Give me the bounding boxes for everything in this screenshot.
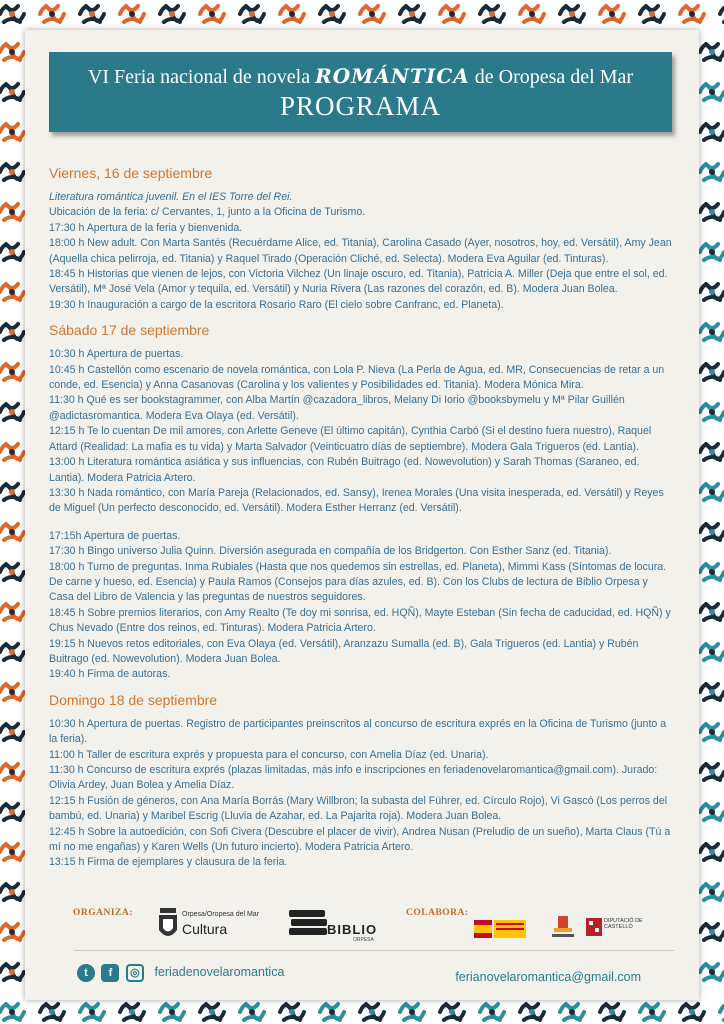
tile-motif <box>40 1004 64 1020</box>
tile-motif <box>240 1004 264 1020</box>
footer <box>49 900 674 984</box>
tile-motif <box>80 6 104 22</box>
tile-motif <box>640 1004 664 1020</box>
list-item: 17:30 h Apertura de la feria y bienvenida. <box>49 221 243 234</box>
day-friday-heading: Viernes, 16 de septiembre <box>49 165 213 181</box>
facebook-icon[interactable]: f <box>101 964 119 982</box>
title-banner <box>49 52 672 132</box>
books-icon <box>287 908 331 938</box>
tile-motif <box>0 84 24 100</box>
tile-motif <box>0 564 24 580</box>
tile-motif <box>700 844 724 860</box>
biblio-text: BIBLIO <box>327 922 378 937</box>
diputacio-logo <box>586 918 646 940</box>
title-highlight: ROMÁNTICA <box>315 64 470 88</box>
tile-motif <box>0 724 24 740</box>
tile-motif <box>520 6 544 22</box>
tile-motif <box>720 6 724 22</box>
list-item: 11:00 h Taller de escritura exprés y propuesta para el concurso, con Amelia Díaz (ed. Unaria). <box>49 748 489 761</box>
list-item: 12:45 h Sobre la autoedición, con Sofi Civera (Descubre el placer de vivir), Andrea Nusan (Preludio de un sueño), Marta Claus (Tú a mí no me engañas) y Karen Wells (Un futuro incierto). Modera Patricia Artero. <box>49 825 671 854</box>
tile-motif <box>0 484 24 500</box>
tile-motif <box>700 884 724 900</box>
biblio-sub-text: ORPESA <box>353 937 374 943</box>
tile-motif <box>700 644 724 660</box>
cultura-text: Cultura <box>182 921 228 937</box>
tile-motif <box>700 604 724 620</box>
tile-motif <box>280 6 304 22</box>
tile-motif <box>240 6 264 22</box>
tile-motif <box>320 6 344 22</box>
social-links <box>77 964 284 982</box>
tile-motif <box>0 404 24 420</box>
tile-motif <box>700 364 724 380</box>
tile-motif <box>440 1004 464 1020</box>
tile-motif <box>0 764 24 780</box>
tile-motif <box>700 284 724 300</box>
tile-motif <box>480 1004 504 1020</box>
twitter-icon[interactable]: t <box>77 964 95 982</box>
tile-motif <box>700 164 724 180</box>
tile-motif <box>120 6 144 22</box>
list-item: 13:30 h Nada romántico, con María Pareja (Relacionados, ed. Sansy), Irenea Morales (Una visita inesperada, ed. Versátil) y Reyes de Miguel (Un perfecto desconocido, ed. Versátil). Modera Esther Herranz (ed. Versátil). <box>49 486 664 515</box>
tile-motif <box>0 44 24 60</box>
tile-motif <box>0 244 24 260</box>
list-item: Ubicación de la feria: c/ Cervantes, 1, junto a la Oficina de Turismo. <box>49 206 366 219</box>
tile-motif <box>700 764 724 780</box>
contact-email[interactable]: ferianovelaromantica@gmail.com <box>455 970 641 984</box>
tile-motif <box>700 804 724 820</box>
title-post: de Oropesa del Mar <box>474 66 634 88</box>
tile-motif <box>700 324 724 340</box>
tile-motif <box>0 1004 24 1020</box>
tile-motif <box>320 1004 344 1020</box>
organiza-label: ORGANIZA: <box>73 908 133 918</box>
tile-motif <box>700 564 724 580</box>
tile-motif <box>600 1004 624 1020</box>
tile-motif <box>700 444 724 460</box>
tile-motif <box>0 6 24 22</box>
tile-motif <box>360 1004 384 1020</box>
list-item: 17:30 h Bingo universo Julia Quinn. Diversión asegurada en compañía de los Bridgerton. Con Esther Sanz (ed. Titania). <box>49 545 612 558</box>
tile-motif <box>400 6 424 22</box>
list-item: 19:30 h Inauguración a cargo de la escritora Rosario Raro (El cielo sobre Canfranc, ed. Planeta). <box>49 298 504 311</box>
list-item: 18:45 h Sobre premios literarios, con Amy Realto (Te doy mi sonrisa, ed. HQÑ), Mayte Esteban (Sin fecha de caducidad, ed. HQÑ) y Chus Nevado (Entre dos reinos, ed. Tinturas). Modera Patricia Artero. <box>49 606 671 635</box>
list-item: 10:30 h Apertura de puertas. Registro de participantes preinscritos al concurso de escritura exprés en la Oficina de Turismo (junto a la feria). <box>49 717 667 746</box>
tile-motif <box>0 604 24 620</box>
list-item: 19:15 h Nuevos retos editoriales, con Eva Olaya (ed. Versátil), Aranzazu Sumalla (ed. B), Gala Trigueros (ed. Lantia) y Rubén Buitrago (ed. Nowevolution). Modera Juan Bolea. <box>49 637 639 665</box>
banner-title <box>49 64 672 89</box>
tile-motif <box>700 44 724 60</box>
tile-motif <box>680 6 704 22</box>
tile-motif <box>680 1004 704 1020</box>
tile-motif <box>0 284 24 300</box>
tile-motif <box>720 1004 724 1020</box>
program-content <box>49 164 674 871</box>
tile-motif <box>0 684 24 700</box>
tile-motif <box>700 524 724 540</box>
social-handle[interactable]: feriadenovelaromantica <box>154 965 285 979</box>
instagram-icon[interactable]: ◎ <box>126 964 144 982</box>
tile-motif <box>200 6 224 22</box>
banner-subtitle: PROGRAMA <box>279 91 442 121</box>
list-item: 12:15 h Te lo cuentan De mil amores, con Arlette Geneve (El último capitán), Cynthia Carbó (Si el destino fuera nuestro), Raquel Attard (Realidad: La mafia es tu vida) y Marta Salvador (Veinticuatro días de septiembre). Modera Gala Trigueros (ed. Lantia). <box>49 425 652 453</box>
list-item: 13:00 h Literatura romántica asiática y sus influencias, con Rubén Buitrago (ed. Nowevolution) y Sarah Thomas (Saraneo, ed. Lantia). Modera Patricia Artero. <box>49 456 640 484</box>
tile-motif <box>700 124 724 140</box>
tile-motif <box>0 924 24 940</box>
diputacio-mark-icon <box>586 918 602 936</box>
list-item: 18:00 h Turno de preguntas. Inma Rubiales (Hasta que nos quedemos sin estrellas, ed. Planeta), Mimmi Kass (Síntomas de locura. De carne y hueso, ed. Esencia) y Paula Ramos (Consejos para días azules, ed. B). Con los Clubs de lectura de Biblio Orpesa y Casa del Libro de Valencia y las preguntas de nuestros seguidores. <box>49 560 667 604</box>
tile-motif <box>700 244 724 260</box>
tile-motif <box>0 804 24 820</box>
tile-motif <box>700 924 724 940</box>
tile-motif <box>480 6 504 22</box>
tile-motif <box>600 6 624 22</box>
tile-motif <box>80 1004 104 1020</box>
cultura-logo <box>157 908 277 944</box>
list-item: 18:00 h New adult. Con Marta Santés (Recuérdame Alice, ed. Titania), Carolina Casado (Ayer, nosotros, hoy, ed. Versátil), Amy Jean (Aquella chica pelirroja, ed. Titania) y Raquel Tirado (Operación Cliché, ed. Selecta). Modera Eva Aguilar (ed. Tinturas). <box>49 237 672 265</box>
tile-motif <box>520 1004 544 1020</box>
title-pre: VI Feria nacional de novela <box>87 66 311 88</box>
tile-motif <box>0 884 24 900</box>
list-item: Literatura romántica juvenil. En el IES Torre del Rei. <box>49 191 293 203</box>
tile-motif <box>700 84 724 100</box>
tile-motif <box>160 1004 184 1020</box>
tile-motif <box>560 6 584 22</box>
tile-motif <box>700 724 724 740</box>
tile-motif <box>0 644 24 660</box>
tile-motif <box>0 164 24 180</box>
tile-motif <box>0 844 24 860</box>
cultura-small-text: Orpesa/Oropesa del Mar <box>182 911 260 918</box>
diputacio-text: DIPUTACIÓ DE CASTELLÓ <box>604 918 643 930</box>
tile-motif <box>0 964 24 980</box>
list-item: 12:15 h Fusión de géneros, con Ana María Borrás (Mary Willbron; la subasta del Führer, ed. Círculo Rojo), Vi Gascó (Los perros del bambú, ed. Unaria) y Maribel Escrig (Lluvia de Azahar, ed. La Pajarita roja). Modera Juan Bolea. <box>49 794 668 823</box>
list-item: 10:30 h Apertura de puertas. <box>49 348 184 361</box>
list-item: 10:45 h Castellón como escenario de novela romántica, con Lola P. Nieva (La Perla de Agua, ed. MR, Consecuencias de retar a un conde, ed. Esencia) y Anna Casanovas (Carolina y los valientes y Posibilidades ed. Titania). Modera Mónica Mira. <box>49 363 665 392</box>
tile-motif <box>700 964 724 980</box>
gobierno-logo <box>474 920 526 938</box>
tile-motif <box>700 404 724 420</box>
tile-motif <box>360 6 384 22</box>
colabora-label: COLABORA: <box>406 908 469 918</box>
tile-motif <box>700 204 724 220</box>
tile-motif <box>0 124 24 140</box>
tile-motif <box>0 364 24 380</box>
tile-motif <box>200 1004 224 1020</box>
tile-motif <box>0 324 24 340</box>
tile-motif <box>700 484 724 500</box>
tile-motif <box>400 1004 424 1020</box>
list-item: 19:40 h Firma de autoras. <box>49 668 171 681</box>
biblio-logo <box>287 908 387 944</box>
tile-motif <box>640 6 664 22</box>
tile-motif <box>0 524 24 540</box>
tile-motif <box>0 204 24 220</box>
list-item: 13:15 h Firma de ejemplares y clausura de la feria. <box>49 856 288 869</box>
list-item: 11:30 h Concurso de escritura exprés (plazas limitadas, más info e inscripciones en feriadenovelaromantica@gmail.com). Jurado: Olivia Ardey, Juan Bolea y Amelia Díaz. <box>49 764 658 792</box>
tile-motif <box>160 6 184 22</box>
tile-motif <box>560 1004 584 1020</box>
day-saturday-heading: Sábado 17 de septiembre <box>49 322 210 339</box>
tile-motif <box>0 444 24 460</box>
tile-motif <box>120 1004 144 1020</box>
list-item: 11:30 h Qué es ser bookstagrammer, con Alba Martín @cazadora_libros, Melany Di Iorio @booksbymelu y Mª Pilar Guillén @adictasromantica. Modera Eva Olaya (ed. Versátil). <box>49 394 625 422</box>
tile-motif <box>280 1004 304 1020</box>
list-item: 18:45 h Historias que vienen de lejos, con Victoria Vilchez (Un linaje oscuro, ed. Titania), Patricia A. Miller (Deja que entre el sol, ed. Versátil), Mª José Vela (Amor y tequila, ed. Versátil) y Nuria Rivera (Las razones del corazón, ed. B). Modera Juan Bolea. <box>49 268 668 296</box>
list-item: 17:15h Apertura de puertas. <box>49 529 181 542</box>
regional-logo <box>552 916 574 940</box>
footer-divider <box>74 950 674 951</box>
tile-motif <box>440 6 464 22</box>
day-sunday-heading: Domingo 18 de septiembre <box>49 691 218 708</box>
tile-motif <box>700 684 724 700</box>
tile-motif <box>40 6 64 22</box>
shield-icon <box>157 908 179 942</box>
